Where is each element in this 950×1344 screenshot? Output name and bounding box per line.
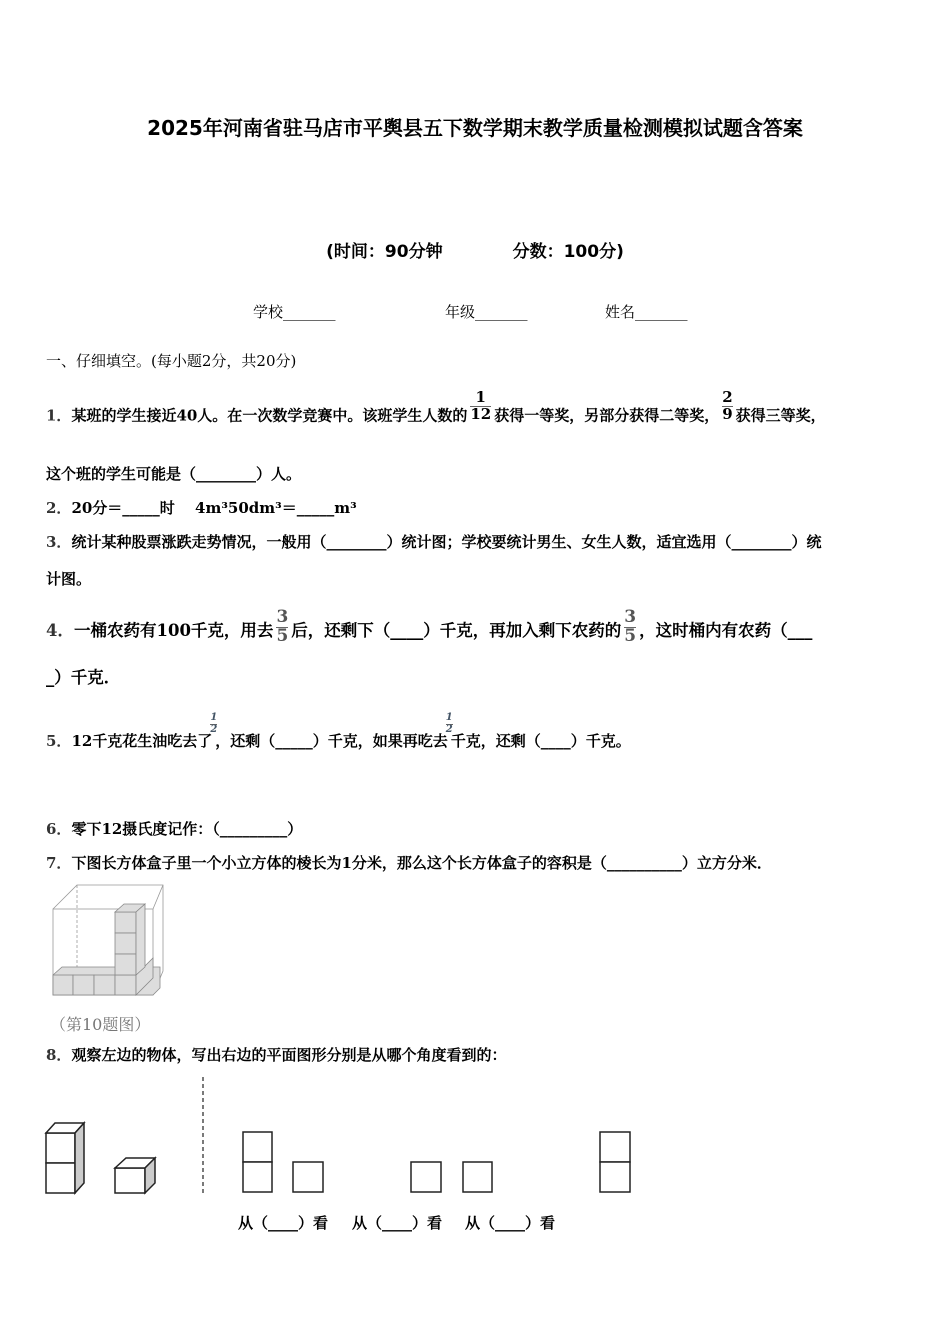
- q-text: 统计某种股票涨跌走势情况，一般用（________）统计图；学校要统计男生、女生人数，适宜选用（________）统: [71, 533, 822, 551]
- section-heading: 一、仔细填空。(每小题2分，共20分): [46, 352, 297, 370]
- q-text: 观察左边的物体，写出右边的平面图形分别是从哪个角度看到的：: [71, 1046, 507, 1064]
- view-label-3: 从（____）看: [465, 1214, 556, 1232]
- denominator: 5: [276, 625, 289, 646]
- view-label-1: 从（____）看: [238, 1214, 329, 1232]
- exam-subtitle: [0, 237, 950, 262]
- q-text: 后，还剩下（____）千克，再加入剩下农药的: [291, 620, 622, 640]
- question-1: [46, 388, 826, 433]
- figure-caption: （第10题图）: [50, 1015, 151, 1034]
- numerator: 1: [445, 712, 453, 723]
- q-text: 零下12摄氏度记作：（_________）: [71, 820, 303, 838]
- q-text: 一桶农药有100千克，用去: [73, 620, 274, 640]
- score-label: 分数：100分): [512, 242, 624, 262]
- denominator: 9: [722, 404, 733, 423]
- q-text: 某班的学生接近40人。在一次数学竞赛中。该班学生人数的: [71, 406, 468, 425]
- q-text: 获得三等奖，: [735, 406, 826, 425]
- q-text: ，这时桶内有农药（___: [639, 620, 813, 640]
- question-6: [46, 818, 302, 839]
- question-7: [46, 852, 772, 873]
- fraction: [276, 609, 288, 646]
- question-1-cont: 这个班的学生可能是（________）人。: [46, 465, 302, 483]
- numerator: 3: [276, 607, 289, 627]
- question-3-cont: 计图。: [46, 570, 92, 588]
- q-number: 2．: [46, 499, 72, 517]
- fraction: [624, 609, 636, 646]
- school-field: 学校_______: [253, 303, 336, 321]
- denominator: 5: [624, 625, 637, 646]
- fraction: [470, 390, 491, 423]
- q-number: 4．: [46, 620, 74, 640]
- q-text: 下图长方体盒子里一个小立方体的棱长为1分米，那么这个长方体盒子的容积是（__________）立方分米．: [71, 854, 772, 872]
- q-number: 7．: [46, 854, 72, 872]
- q-text: 千克，还剩（____）千克。: [450, 732, 631, 750]
- q-text: 获得一等奖，另部分获得二等奖，: [494, 406, 720, 425]
- question-4: [46, 607, 813, 650]
- fraction: [722, 390, 732, 423]
- question-4-cont: _）千克．: [46, 668, 121, 687]
- q-text: 20分＝_____时 4m³50dm³＝_____m³: [71, 499, 357, 517]
- question-8: [46, 1044, 506, 1065]
- numerator: 1: [210, 712, 218, 723]
- question-2: [46, 497, 357, 518]
- fraction: [446, 713, 453, 735]
- question-5: [46, 712, 631, 753]
- page-title: 2025年河南省驻马店市平舆县五下数学期末教学质量检测模拟试题含答案: [147, 116, 803, 140]
- q-number: 6．: [46, 820, 72, 838]
- denominator: 2: [445, 723, 453, 735]
- grade-field: 年级_______: [445, 303, 528, 321]
- view-label-2: 从（____）看: [352, 1214, 443, 1232]
- q-number: 5．: [46, 732, 72, 750]
- denominator: 2: [210, 723, 218, 735]
- fraction: [210, 713, 217, 735]
- numerator: 2: [722, 388, 733, 406]
- question-3: [46, 531, 821, 552]
- name-field: 姓名_______: [605, 303, 688, 321]
- q-number: 1．: [46, 406, 72, 425]
- q-number: 3．: [46, 533, 72, 551]
- q-text: 12千克花生油吃去了: [71, 732, 213, 750]
- q-number: 8．: [46, 1046, 72, 1064]
- denominator: 12: [470, 404, 492, 423]
- numerator: 3: [624, 607, 637, 627]
- q-text: ，还剩（_____）千克，如果再吃去: [215, 732, 448, 750]
- views-figure: [40, 1075, 640, 1200]
- time-label: (时间：90分钟: [326, 242, 443, 262]
- cuboid-box-figure: [50, 883, 170, 998]
- numerator: 1: [475, 388, 486, 406]
